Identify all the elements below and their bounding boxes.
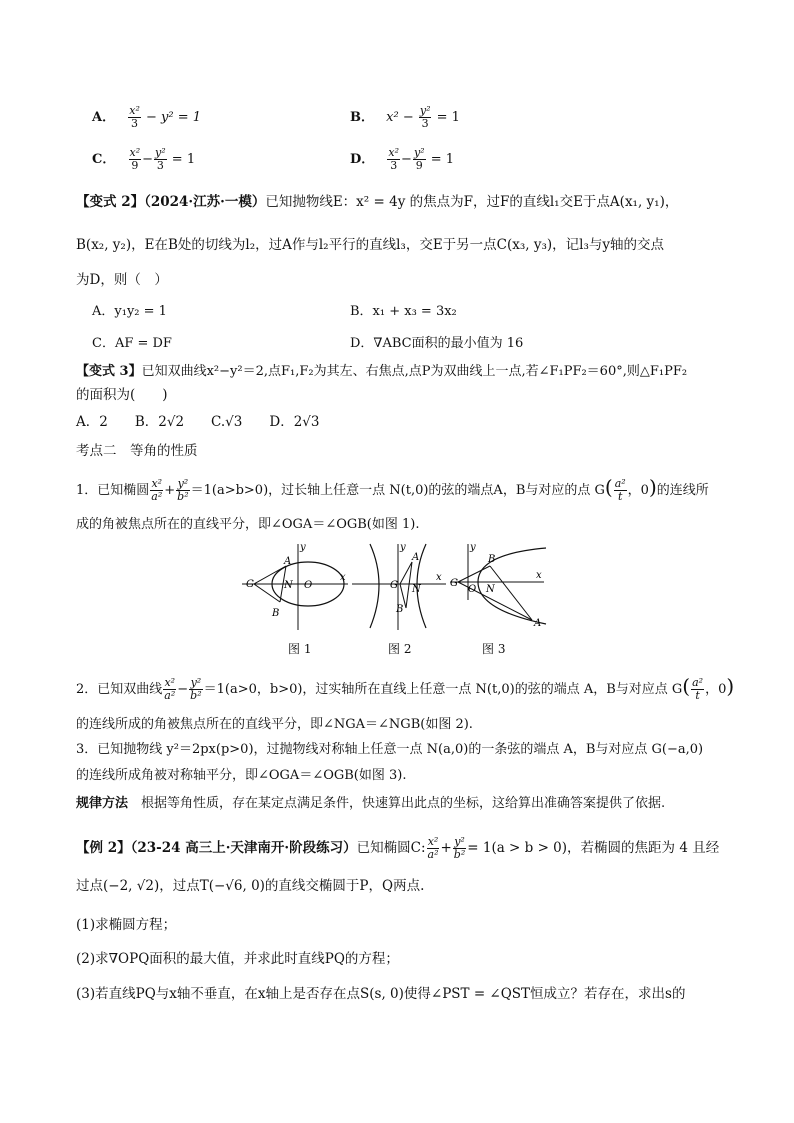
label-y: y	[400, 542, 406, 553]
example-2-question-3: (3)若直线PQ与x轴不垂直，在x轴上是否存在点S(s, 0)使得∠PST = ∠QST恒成立？若存在，求出s的	[76, 986, 686, 1002]
variant-2-option-c: C．AF = DF	[92, 336, 172, 351]
fraction: $\frac{\text{x²}}{\text{a²}}$	[151, 477, 163, 503]
fraction: $\frac{\text{a²}}{t}$	[692, 676, 704, 702]
chord-ab	[490, 566, 532, 620]
label-x: x	[536, 570, 542, 581]
label-b: B	[272, 608, 280, 619]
fraction: $\frac{\text{y²}}{\text{b²}}$	[177, 477, 189, 503]
figure-3-caption: 图 3	[482, 642, 506, 656]
label-x: x	[340, 572, 346, 583]
fraction: $\frac{\text{y²}}{\text{b²}}$	[453, 835, 466, 861]
fraction: $\frac{\text{y²}}{3}$	[419, 104, 431, 130]
variant-2-option-a: A．y₁y₂ = 1	[92, 304, 167, 319]
option-c: C． $\frac{\text{x²}}{9}$ − $\frac{\text{y²}}{3}$ = 1	[92, 146, 196, 172]
figure-2-caption: 图 2	[388, 642, 412, 656]
example-2-question-2: (2)求∇OPQ面积的最大值，并求此时直线PQ的方程；	[76, 951, 399, 967]
fraction: $\frac{\text{a²}}{t}$	[614, 477, 626, 503]
option-d: D． $\frac{\text{x²}}{3}$ − $\frac{\text{y²}}{9}$ = 1	[350, 146, 455, 172]
figure-1-caption: 图 1	[288, 642, 312, 656]
label-a: A	[534, 618, 542, 629]
variant-3-line-1: 【变式 3】已知双曲线x²−y²＝2,点F₁,F₂为其左、右焦点,点P为双曲线上一点,若∠F₁PF₂＝60°,则△F₁PF₂	[76, 364, 688, 379]
option-b: B． x² − $\frac{\text{y²}}{3}$ = 1	[350, 104, 460, 130]
label-n: N	[284, 580, 293, 591]
property-2-line-2: 的连线所成的角被焦点所在的直线平分，即∠NGA＝∠NGB(如图 2).	[76, 717, 473, 732]
label-o: O	[304, 580, 313, 591]
variant-2-line-3: 为D，则（ ）	[76, 272, 168, 288]
figure-2-hyperbola	[350, 540, 450, 632]
variant-2-option-b: B．x₁ + x₃ = 3x₂	[350, 304, 457, 319]
label-g: G	[390, 580, 398, 591]
figure-1-ellipse	[240, 540, 350, 632]
example-2-question-1: (1)求椭圆方程；	[76, 917, 177, 933]
example-2-line-2: 过点(−2, √2)，过点T(−√6, 0)的直线交椭圆于P，Q两点.	[76, 878, 425, 894]
label-x: x	[436, 572, 442, 583]
variant-2-line-1: 【变式 2】（2024·江苏·一模）已知抛物线E：x² = 4y 的焦点为F，过F的直线l₁交E于点A(x₁, y₁)，	[76, 194, 679, 210]
fraction: $\frac{\text{x²}}{3}$	[388, 146, 400, 172]
fraction: $\frac{\text{x²}}{\text{a²}}$	[427, 835, 439, 861]
variant-3-options: A．2 B．2√2 C.√3 D．2√3	[76, 414, 320, 430]
rule-method: 规律方法 根据等角性质，存在某定点满足条件，快速算出此点的坐标，这给算出准确答案提供了依据.	[76, 796, 666, 811]
hyperbola-left-branch	[370, 544, 379, 628]
segment-ga	[254, 566, 286, 584]
fraction: $\frac{\text{x²}}{9}$	[129, 146, 141, 172]
fraction: $\frac{\text{y²}}{9}$	[413, 146, 425, 172]
property-1-line-1: 1．已知椭圆 $\frac{\text{x²}}{\text{a²}}$ + $\frac{\text{y²}}{\text{b²}}$ ＝1(a>b>0)，过长轴上任意一点 N(t,0)的弦的端点A，B与对应的点 G( $\frac{\text{a²}}{t}$ ，0)的连线所	[76, 475, 709, 503]
variant-2-option-d: D．∇ABC面积的最小值为 16	[350, 336, 524, 351]
variant-2-line-2: B(x₂, y₂)，E在B处的切线为l₂，过A作与l₂平行的直线l₃，交E于另一点C(x₃, y₃)，记l₃与y轴的交点	[76, 237, 665, 253]
option-a: A． $\frac{\text{x²}}{3}$ − y² = 1	[92, 104, 202, 130]
variant-3-line-2: 的面积为( )	[76, 387, 168, 403]
segment-ga	[458, 566, 490, 582]
segment-gb	[254, 584, 280, 602]
property-3-line-2: 的连线所成角被对称轴平分，即∠OGA＝∠OGB(如图 3).	[76, 768, 407, 783]
label-y: y	[300, 542, 306, 553]
fraction: $\frac{\text{x²}}{\text{a²}}$	[164, 676, 176, 702]
label-y: y	[470, 542, 476, 553]
property-2-line-1: 2．已知双曲线 $\frac{\text{x²}}{\text{a²}}$ − $\frac{\text{y²}}{\text{b²}}$ ＝1(a>0，b>0)，过实轴所在直线上任意一点 N(t,0)的弦的端点 A，B与对应点 G( $\frac{\text{a²}}{t}$ ，0)	[76, 674, 735, 702]
figure-3-parabola	[448, 540, 548, 632]
example-2-line-1: 【例 2】（23-24 高三上·天津南开·阶段练习）已知椭圆C: $\frac{\text{x²}}{\text{a²}}$ + $\frac{\text{y²}}{\text{b²}}$ = 1(a > b > 0)，若椭圆的焦距为 4 且经	[76, 835, 720, 861]
label-a: A	[284, 556, 292, 567]
label-b: B	[396, 604, 404, 615]
label-g: G	[450, 578, 458, 589]
fraction: $\frac{\text{y²}}{3}$	[155, 146, 166, 172]
label-n: N	[486, 584, 495, 595]
fraction: $\frac{\text{y²}}{\text{b²}}$	[190, 676, 202, 702]
label-b: B	[488, 554, 496, 565]
property-1-line-2: 成的角被焦点所在的直线平分，即∠OGA＝∠OGB(如图 1).	[76, 517, 420, 532]
label-g: G	[246, 579, 254, 590]
section-title: 考点二 等角的性质	[76, 443, 198, 459]
label-n: N	[412, 584, 421, 595]
label-a: A	[412, 552, 420, 563]
fraction: $\frac{\text{x²}}{3}$	[129, 104, 140, 130]
label-o: O	[468, 584, 477, 595]
property-3-line-1: 3．已知抛物线 y²＝2px(p>0)，过抛物线对称轴上任意一点 N(a,0)的一条弦的端点 A，B与对应点 G(−a,0)	[76, 742, 704, 757]
